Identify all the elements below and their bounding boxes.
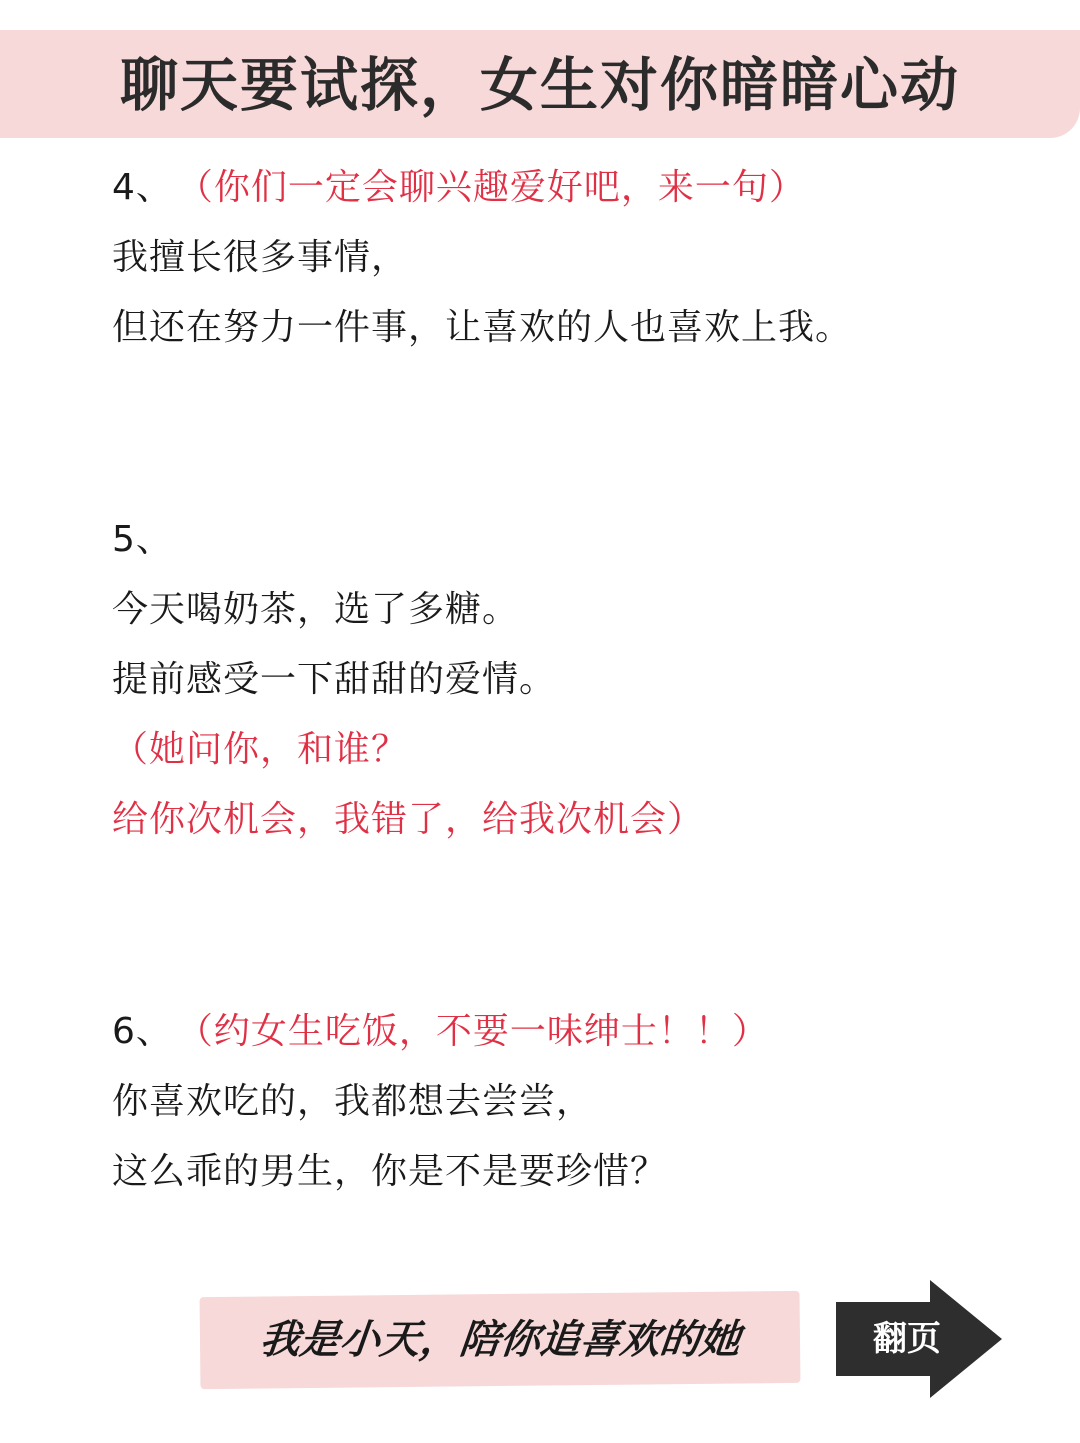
section-number: 4、 [112,167,173,208]
next-page-label: 翻页 [873,1319,941,1359]
section-6-header [112,1008,769,1056]
section-line: 你喜欢吃的，我都想去尝尝， [112,1081,594,1122]
section-4-header [112,164,806,212]
section-line: 今天喝奶茶，选了多糖。 [112,589,520,630]
section-note: （你们一定会聊兴趣爱好吧，来一句） [194,167,806,208]
section-line: 我擅长很多事情， [112,237,409,278]
section-red-line: 给你次机会，我错了，给我次机会） [112,799,705,840]
section-number: 5、 [112,519,173,560]
section-red-line: （她问你，和谁？ [112,729,409,770]
section-5-header [112,516,173,564]
section-line: 提前感受一下甜甜的爱情。 [112,659,557,700]
section-line: 但还在努力一件事，让喜欢的人也喜欢上我。 [112,307,853,348]
section-line: 这么乖的男生，你是不是要珍惜？ [112,1151,668,1192]
next-page-button[interactable] [836,1280,1004,1398]
section-number: 6、 [112,1011,173,1052]
page-title: 聊天要试探，女生对你暗暗心动 [119,51,960,119]
footer-signature: 我是小天，陪你追喜欢的她 [257,1316,743,1363]
section-note: （约女生吃饭，不要一味绅士！！） [194,1011,769,1052]
